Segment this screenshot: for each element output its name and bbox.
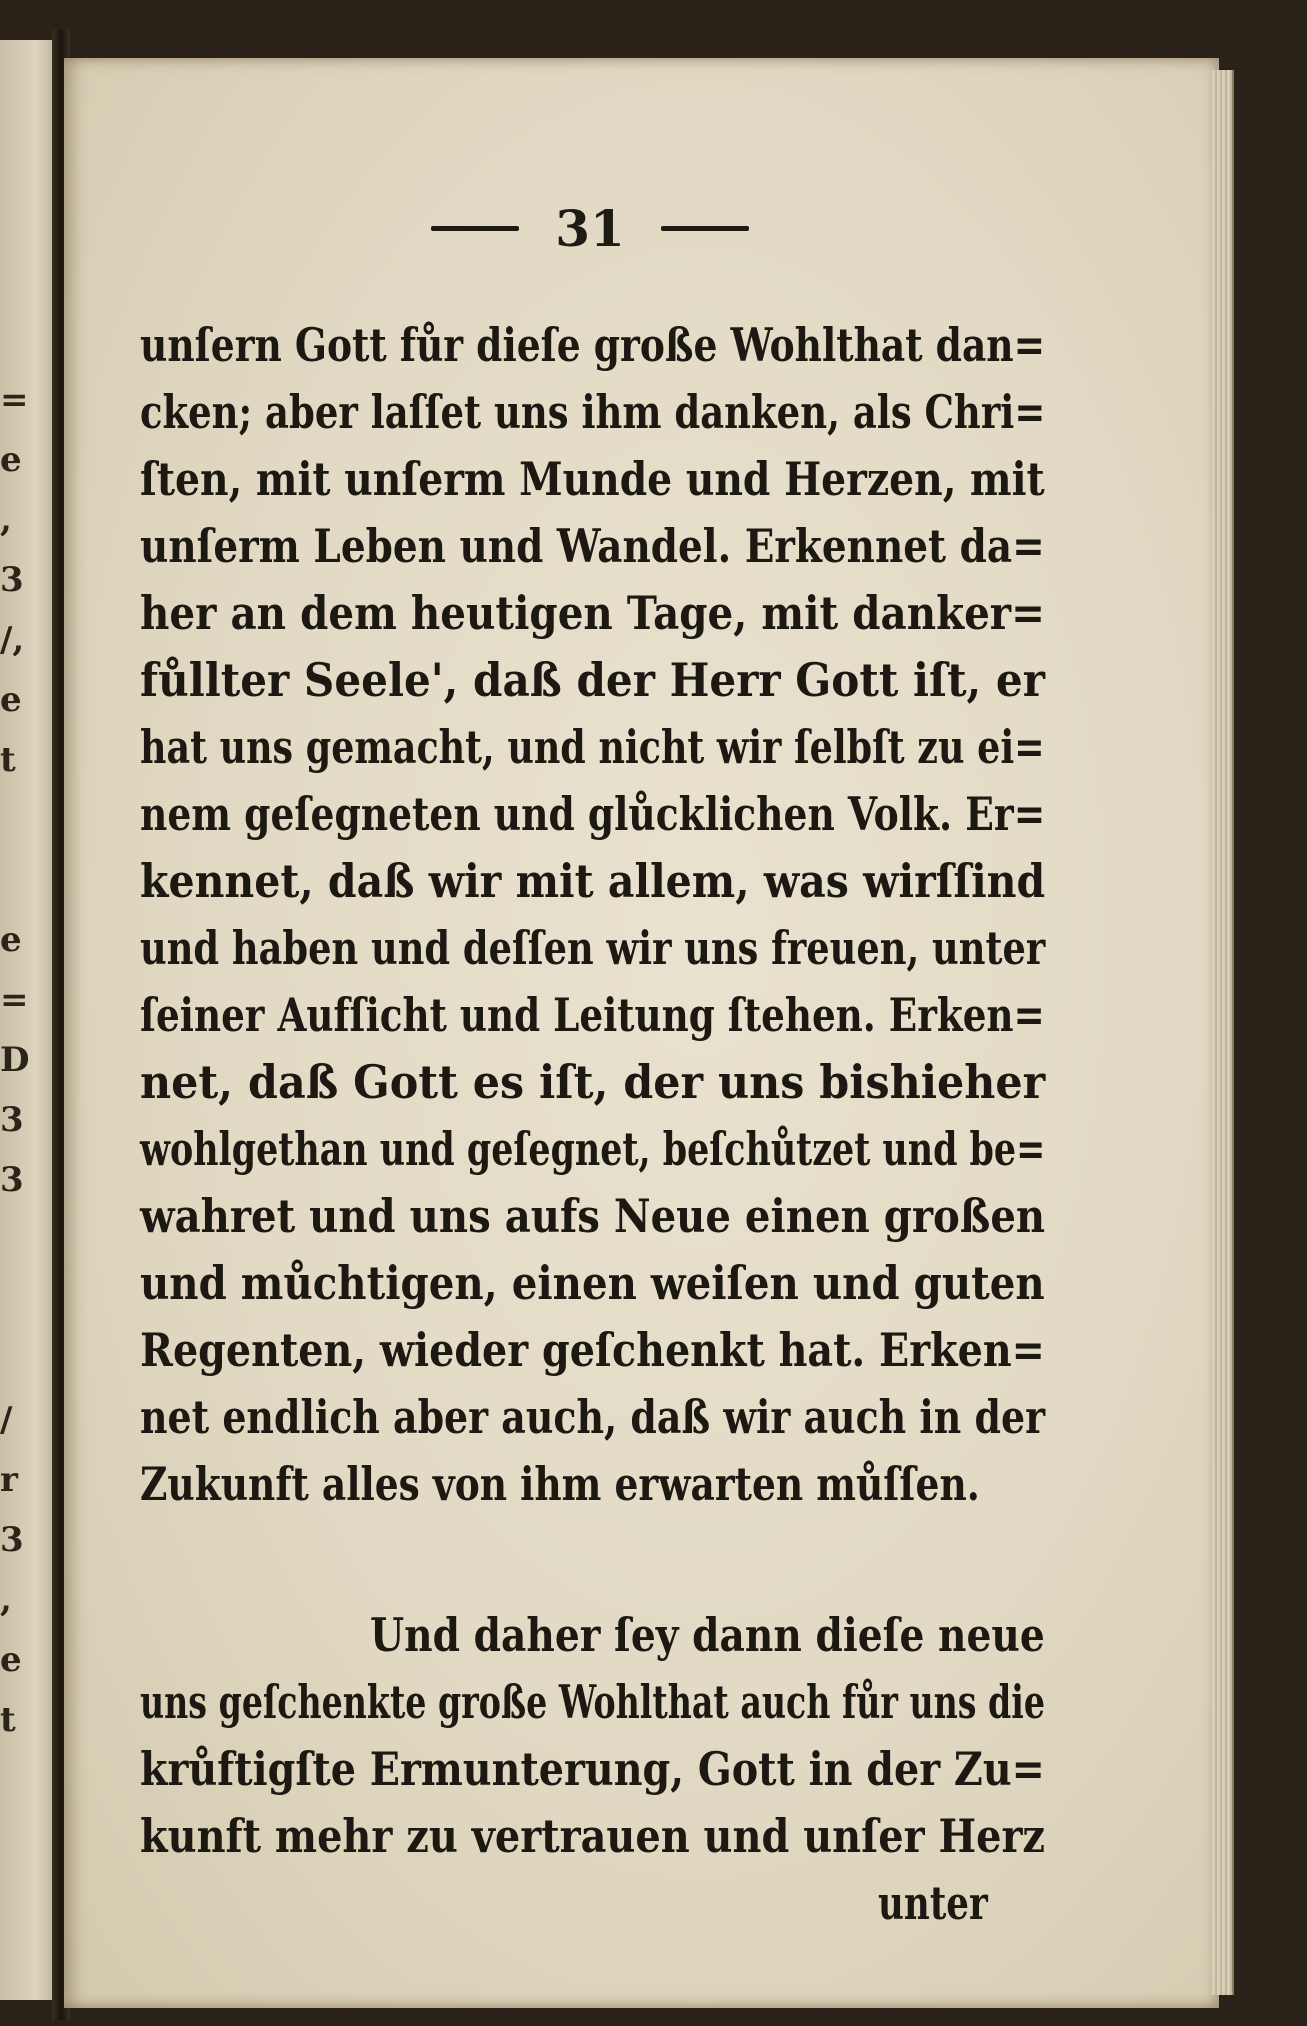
text-line: her an dem heutigen Tage, mit danker= <box>140 586 1045 640</box>
text-line: nem geſegneten und glůcklichen Volk. Er= <box>140 787 1046 841</box>
text-line: net endlich aber auch, daß wir auch in der <box>140 1390 1046 1444</box>
text-line: wohlgethan und geſegnet, beſchůtzet und be= <box>140 1122 1046 1176</box>
fragment: e <box>0 920 22 960</box>
text-line: krůftigſte Ermunterung, Gott in der Zu= <box>140 1742 1045 1796</box>
text-line: und haben und deſſen wir uns freuen, unter <box>140 921 1046 975</box>
left-page-edge <box>0 40 60 2000</box>
fragment: = <box>0 980 29 1020</box>
fragment: t <box>0 740 16 780</box>
fragment: / <box>0 1400 13 1440</box>
header-rule-left <box>431 226 519 231</box>
text-line: wahret und uns aufs Neue einen großen <box>140 1189 1046 1243</box>
fragment: , <box>0 1580 12 1620</box>
text-line: Zukunft alles von ihm erwarten můſſen. <box>140 1457 980 1511</box>
spacer <box>0 790 20 910</box>
fragment: 3 <box>0 1160 24 1200</box>
text-line: cken; aber laſſet uns ihm danken, als Chri= <box>140 385 1046 439</box>
text-line: unſern Gott fůr dieſe große Wohlthat dan= <box>140 318 1046 372</box>
text-line: kunft mehr zu vertrauen und unſer Herz <box>140 1809 1046 1863</box>
text-line: hat uns gemacht, und nicht wir ſelbſt zu ei= <box>140 720 1045 774</box>
text-line: uns geſchenkte große Wohlthat auch fůr uns die <box>140 1675 1046 1729</box>
text-line: net, daß Gott es iſt, der uns bishieher <box>140 1055 1046 1109</box>
fragment: 3 <box>0 1100 24 1140</box>
catchword: unter <box>878 1876 988 1930</box>
page-number: 31 <box>555 198 625 258</box>
page-stack-edges <box>1212 70 1234 1995</box>
fragment: 3 <box>0 1520 24 1560</box>
header-rule-right <box>661 226 749 231</box>
fragment: D <box>0 1040 30 1080</box>
text-line: unſerm Leben und Wandel. Erkennet da= <box>140 519 1045 573</box>
fragment: e <box>0 440 22 480</box>
fragment: 3 <box>0 560 24 600</box>
fragment: e <box>0 680 22 720</box>
text-line: fůllter Seele', daß der Herr Gott iſt, er <box>140 653 1045 707</box>
text-line: Und daher ſey dann dieſe neue <box>370 1608 1045 1662</box>
fragment: = <box>0 380 29 420</box>
fragment: , <box>0 500 12 540</box>
text-line: und můchtigen, einen weiſen und guten <box>140 1256 1045 1310</box>
text-line: ſten, mit unſerm Munde und Herzen, mit <box>140 452 1045 506</box>
fragment: e <box>0 1640 22 1680</box>
text-line: ſeiner Aufſicht und Leitung ſtehen. Erken= <box>140 988 1045 1042</box>
spacer <box>0 1210 20 1390</box>
page-header <box>380 198 800 258</box>
text-line: kennet, daß wir mit allem, was wirſſind <box>140 854 1046 908</box>
fragment: t <box>0 1700 16 1740</box>
left-page-fragments <box>0 370 30 1750</box>
fragment: r <box>0 1460 18 1500</box>
fragment: /, <box>0 620 25 660</box>
text-line: Regenten, wieder geſchenkt hat. Erken= <box>140 1323 1045 1377</box>
